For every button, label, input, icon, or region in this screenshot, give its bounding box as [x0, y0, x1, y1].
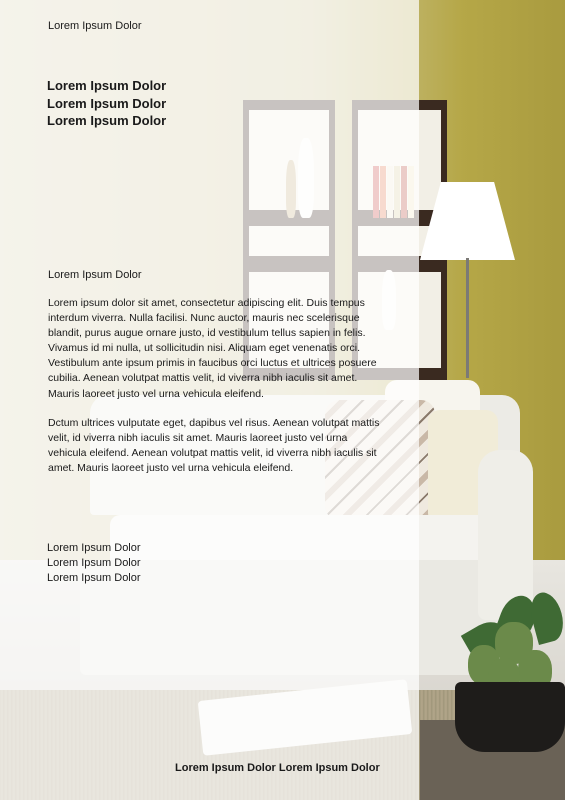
heading-line: Lorem Ipsum Dolor [47, 95, 167, 111]
heading-line: Lorem Ipsum Dolor [47, 78, 167, 93]
sofa-arm [478, 450, 533, 620]
floor-lamp-pole [466, 258, 469, 378]
contact-line: Lorem Ipsum Dolor [47, 542, 141, 554]
footer-text: Lorem Ipsum Dolor Lorem Ipsum Dolor [175, 762, 380, 774]
body-paragraph: Dctum ultrices vulputate eget, dapibus vel risus. Aenean volutpat mattis velit, id viverra nibh iaculis sit amet. Mauris laoreet justo vel urna vehicula eleifend. Aenean volutpat mattis velit, id viverra nibh iaculis sit amet. Mauris laoreet justo vel urna vehicula eleifend. [48, 416, 380, 474]
plant-pot [455, 682, 565, 752]
heading-block [47, 77, 166, 130]
contact-block [47, 541, 141, 587]
section-label: Lorem Ipsum Dolor [48, 269, 142, 281]
contact-line: Lorem Ipsum Dolor [47, 572, 141, 585]
heading-line: Lorem Ipsum Dolor [47, 113, 167, 128]
body-text [48, 296, 388, 490]
body-paragraph: Lorem ipsum dolor sit amet, consectetur adipiscing elit. Duis tempus interdum viverra. Nulla facilisi. Nunc auctor, mauris nec scelerisque blandit, purus augue ornare justo, id vestibulum tellus sapien in felis. Vivamus id mi nulla, ut sollicitudin nisi. Aliquam eget venenatis orci. Vestibulum ante ipsum primis in faucibus orci luctus et ultrices posuere cubilia. Aenean volutpat mattis velit, id viverra nibh iaculis sit amet. Mauris laoreet justo vel urna vehicula eleifend. [48, 297, 377, 400]
contact-line: Lorem Ipsum Dolor [47, 557, 141, 570]
header-label: Lorem Ipsum Dolor [48, 20, 142, 32]
